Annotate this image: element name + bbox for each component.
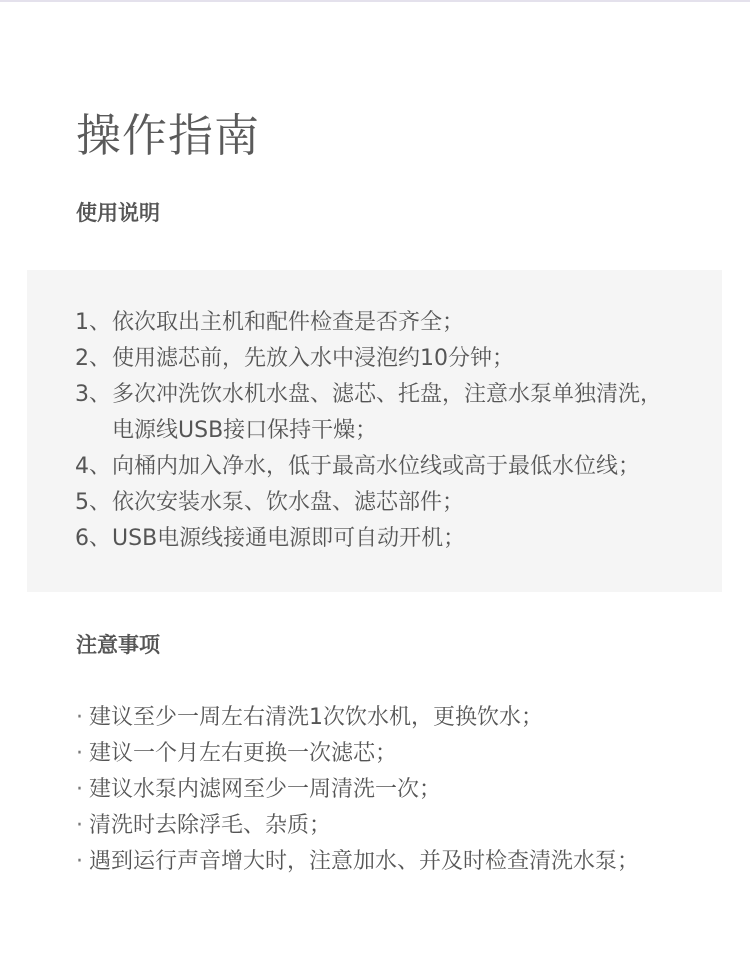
step-number: 4、 xyxy=(75,454,111,479)
note-text: 清洗时去除浮毛、杂质； xyxy=(89,813,332,838)
step-text: 使用滤芯前，先放入水中浸泡约10分钟； xyxy=(112,346,514,371)
step-number: 2、 xyxy=(75,346,111,371)
usage-step xyxy=(75,305,662,341)
step-text: USB电源线接通电源即可自动开机； xyxy=(112,526,466,551)
usage-step xyxy=(75,449,662,485)
note-item xyxy=(76,772,639,808)
bullet-dot: · xyxy=(76,849,83,874)
step-text: 依次安装水泵、饮水盘、滤芯部件； xyxy=(112,490,465,515)
usage-steps-list xyxy=(75,305,662,557)
note-item xyxy=(76,736,639,772)
usage-step xyxy=(75,521,662,557)
page-title: 操作指南 xyxy=(76,109,261,162)
usage-step xyxy=(75,341,662,377)
step-text: 向桶内加入净水，低于最高水位线或高于最低水位线； xyxy=(112,454,641,479)
bullet-dot: · xyxy=(76,777,83,802)
bullet-dot: · xyxy=(76,705,83,730)
top-divider xyxy=(0,0,750,2)
step-number: 1、 xyxy=(75,310,111,335)
step-number: 5、 xyxy=(75,490,111,515)
note-item xyxy=(76,700,639,736)
usage-step xyxy=(75,377,662,449)
usage-section-title: 使用说明 xyxy=(76,201,160,225)
step-text: 依次取出主机和配件检查是否齐全； xyxy=(112,310,465,335)
usage-step xyxy=(75,485,662,521)
notes-list xyxy=(76,700,639,880)
step-text-continuation: 电源线USB接口保持干燥； xyxy=(112,418,378,443)
note-text: 建议至少一周左右清洗1次饮水机，更换饮水； xyxy=(89,705,543,730)
notes-section-title: 注意事项 xyxy=(76,633,160,657)
note-item xyxy=(76,844,639,880)
step-text: 多次冲洗饮水机水盘、滤芯、托盘，注意水泵单独清洗， xyxy=(112,382,663,407)
step-number: 6、 xyxy=(75,526,111,551)
note-text: 遇到运行声音增大时，注意加水、并及时检查清洗水泵； xyxy=(89,849,640,874)
note-text: 建议水泵内滤网至少一周清洗一次； xyxy=(89,777,442,802)
bullet-dot: · xyxy=(76,741,83,766)
step-number: 3、 xyxy=(75,382,111,407)
bullet-dot: · xyxy=(76,813,83,838)
note-item xyxy=(76,808,639,844)
note-text: 建议一个月左右更换一次滤芯； xyxy=(89,741,398,766)
